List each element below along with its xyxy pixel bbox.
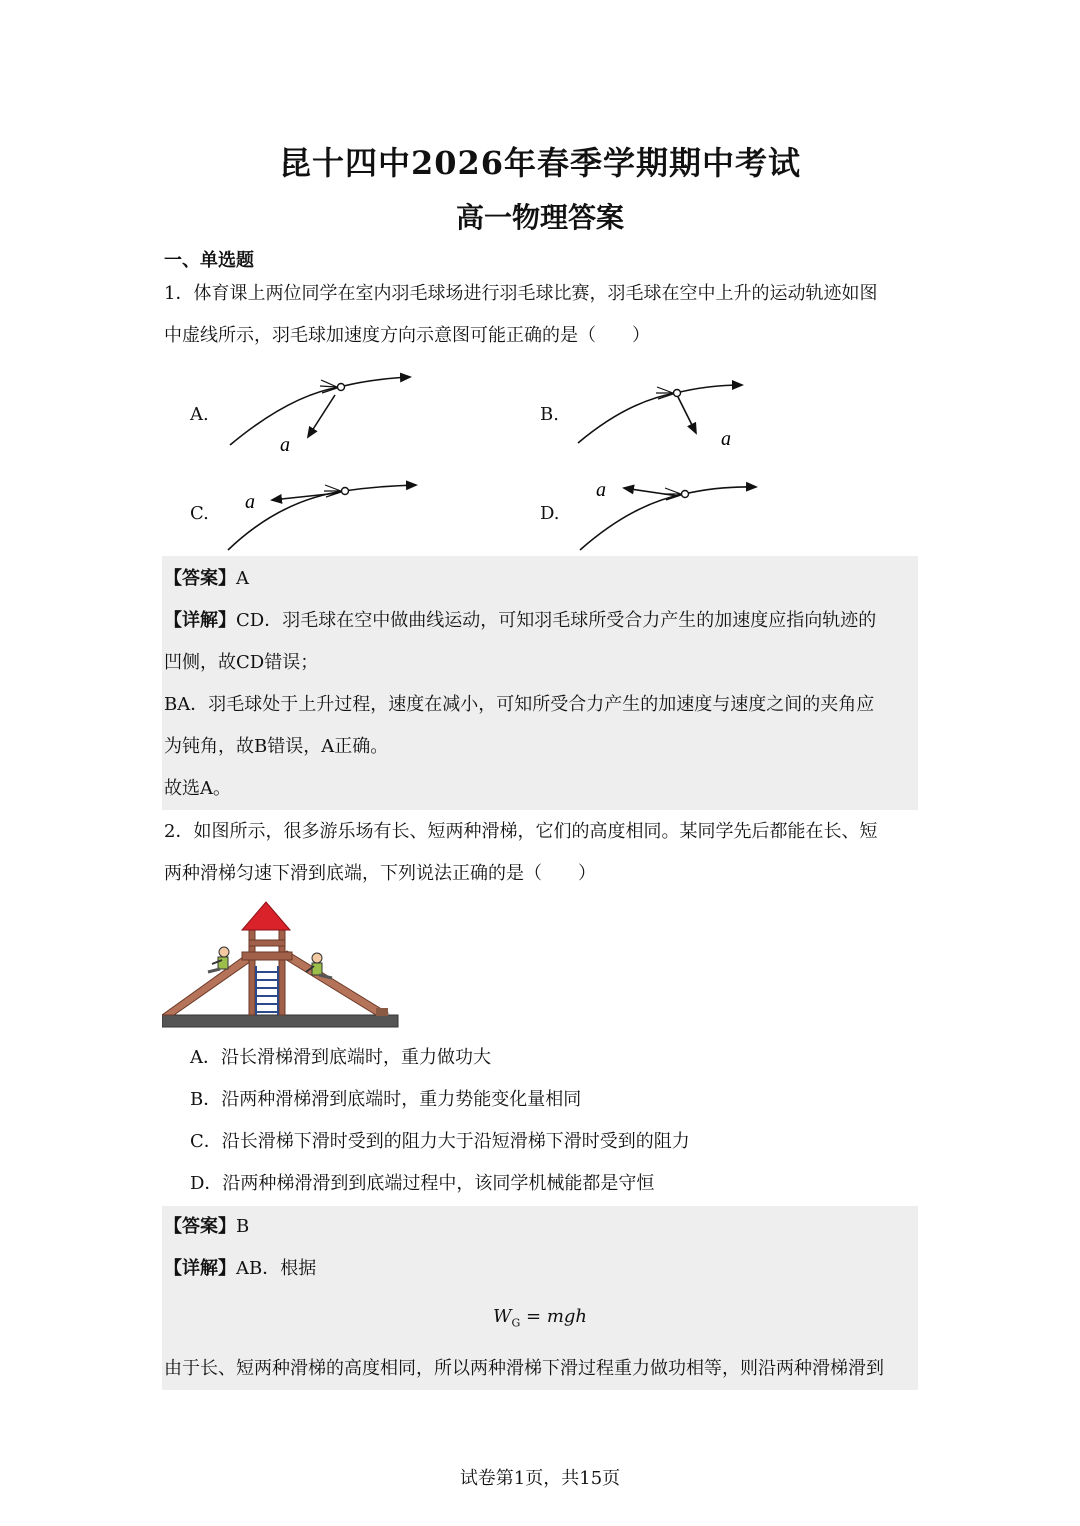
q1-option-d-label: D.	[540, 503, 560, 524]
q2-detail-line-1	[164, 1256, 316, 1282]
acceleration-arrow	[678, 397, 696, 433]
detail-text: CD．羽毛球在空中做曲线运动，可知羽毛球所受合力产生的加速度应指向轨迹的	[236, 610, 877, 631]
velocity-arrow	[684, 487, 756, 494]
q1-figure-d	[568, 470, 778, 556]
q1-option-a-label: A.	[190, 404, 209, 425]
shuttlecock-icon	[324, 485, 349, 497]
child-left	[208, 947, 229, 972]
q1-stem-line-2: 中虚线所示，羽毛球加速度方向示意图可能正确的是（ ）	[164, 325, 650, 346]
velocity-arrow	[344, 485, 416, 491]
page-footer: 试卷第1页，共15页	[459, 1468, 621, 1489]
q1-detail-line-3: BA．羽毛球处于上升过程，速度在减小，可知所受合力产生的加速度与速度之间的夹角应	[164, 694, 875, 715]
answer-label: 【答案】	[164, 568, 236, 589]
velocity-arrow	[340, 377, 410, 387]
detail-text: AB．根据	[236, 1258, 317, 1279]
q2-option-a: A．沿长滑梯滑到底端时，重力做功大	[190, 1047, 491, 1068]
work-equation	[0, 1306, 1080, 1330]
q2-option-d: D．沿两种梯滑滑到到底端过程中，该同学机械能都是守恒	[190, 1173, 655, 1194]
answer-label: 【答案】	[164, 1216, 236, 1237]
slide-illustration	[162, 900, 402, 1032]
q1-figure-c	[220, 470, 430, 556]
accel-symbol: a	[721, 428, 731, 450]
q1-option-b-label: B.	[540, 404, 559, 425]
q1-detail-line-1	[164, 608, 876, 634]
q2-answer	[164, 1214, 249, 1240]
eq-rhs: = mgh	[520, 1306, 588, 1327]
document-subtitle: 高一物理答案	[455, 201, 624, 234]
accel-symbol: a	[280, 434, 290, 456]
trajectory-curve	[578, 393, 676, 443]
q2-stem-line-2: 两种滑梯匀速下滑到底端，下列说法正确的是（ ）	[164, 863, 596, 884]
q2-option-c: C．沿长滑梯下滑时受到的阻力大于沿短滑梯下滑时受到的阻力	[190, 1131, 690, 1152]
eq-lhs: W	[492, 1306, 512, 1327]
q1-answer	[164, 566, 249, 592]
trajectory-curve	[580, 494, 684, 550]
answer-value: A	[236, 568, 249, 589]
section-heading: 一、单选题	[164, 250, 254, 271]
q2-option-b: B．沿两种滑梯滑到底端时，重力势能变化量相同	[190, 1089, 582, 1110]
detail-label: 【详解】	[164, 610, 236, 631]
q2-detail-line-2: 由于长、短两种滑梯的高度相同，所以两种滑梯下滑过程重力做功相等，则沿两种滑梯滑到	[164, 1358, 884, 1379]
q1-answer-panel	[162, 556, 918, 810]
answer-value: B	[236, 1216, 250, 1237]
detail-label: 【详解】	[164, 1258, 236, 1279]
q1-figure-b	[568, 365, 778, 465]
q1-stem-line-1: 1．体育课上两位同学在室内羽毛球场进行羽毛球比赛，羽毛球在空中上升的运动轨迹如图	[164, 283, 878, 304]
q2-stem-line-1: 2．如图所示，很多游乐场有长、短两种滑梯，它们的高度相同。某同学先后都能在长、短	[164, 821, 878, 842]
document-title: 昆十四中2026年春季学期期中考试	[278, 144, 802, 182]
q1-detail-line-2: 凹侧，故CD错误；	[164, 652, 319, 673]
q1-option-c-label: C.	[190, 503, 209, 524]
q1-detail-line-5: 故选A。	[164, 778, 231, 799]
eq-subscript: G	[511, 1316, 521, 1330]
velocity-arrow	[676, 385, 742, 393]
q1-figure-a	[220, 365, 430, 465]
accel-symbol: a	[596, 479, 606, 501]
acceleration-arrow	[308, 395, 335, 437]
accel-symbol: a	[245, 491, 255, 513]
q1-detail-line-4: 为钝角，故B错误，A正确。	[164, 736, 389, 757]
